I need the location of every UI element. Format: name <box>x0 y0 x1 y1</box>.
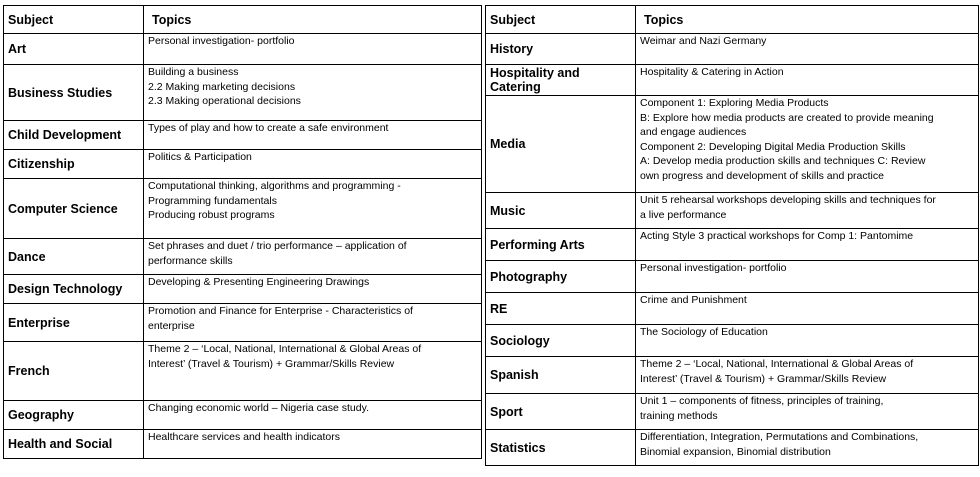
topics-cell <box>636 65 979 96</box>
topic-line: Personal investigation- portfolio <box>148 35 295 47</box>
topic-line: Promotion and Finance for Enterprise - Characteristics of <box>148 305 413 317</box>
table-row <box>486 96 979 193</box>
subject-header: Subject <box>486 6 636 34</box>
header-row <box>486 6 979 34</box>
topic-line: Acting Style 3 practical workshops for Comp 1: Pantomime <box>640 230 914 242</box>
topic-line: Developing & Presenting Engineering Drawings <box>148 276 370 288</box>
topics-cell <box>144 150 482 179</box>
topics-cell <box>636 229 979 261</box>
table-row <box>486 430 979 466</box>
header-row <box>4 6 482 34</box>
topic-line: Component 1: Exploring Media Products <box>640 97 829 109</box>
table-row <box>486 65 979 96</box>
subject-cell: Computer Science <box>4 179 144 239</box>
topics-cell <box>636 261 979 293</box>
subject-cell: Dance <box>4 239 144 275</box>
topics-cell <box>636 193 979 229</box>
topic-line: own progress and development of skills and practice <box>640 169 884 182</box>
topic-line: 2.2 Making marketing decisions <box>148 80 296 93</box>
right-subject-table <box>485 5 979 466</box>
left-table-body <box>4 6 482 459</box>
topic-line: A: Develop media production skills and techniques C: Review <box>640 155 926 167</box>
topic-line: Differentiation, Integration, Permutations and Combinations, <box>640 431 919 443</box>
topics-cell <box>144 179 482 239</box>
topics-cell <box>636 394 979 430</box>
subject-cell: Media <box>486 96 636 193</box>
topic-line: Interest’ (Travel & Tourism) + Grammar/Skills Review <box>640 372 887 385</box>
subject-cell: Performing Arts <box>486 229 636 261</box>
topic-line: Healthcare services and health indicators <box>148 431 341 443</box>
table-row <box>4 275 482 304</box>
topic-line: The Sociology of Education <box>640 326 768 338</box>
subject-cell: Sociology <box>486 325 636 357</box>
table-row <box>4 179 482 239</box>
topic-line: Binomial expansion, Binomial distribution <box>640 445 831 458</box>
table-row <box>486 325 979 357</box>
table-row <box>486 229 979 261</box>
topic-line: training methods <box>640 409 718 422</box>
topics-cell <box>144 401 482 430</box>
topics-cell <box>144 121 482 150</box>
topic-line: Changing economic world – Nigeria case study. <box>148 402 370 414</box>
right-table-body <box>486 6 979 466</box>
left-subject-table <box>3 5 482 459</box>
topic-line: Computational thinking, algorithms and programming - <box>148 180 401 192</box>
subject-cell: Hospitality and Catering <box>486 65 636 96</box>
topics-cell <box>144 275 482 304</box>
topics-cell <box>636 293 979 325</box>
subject-cell: Health and Social <box>4 430 144 459</box>
subject-cell: Music <box>486 193 636 229</box>
topics-cell <box>636 34 979 65</box>
table-row <box>4 430 482 459</box>
topic-line: 2.3 Making operational decisions <box>148 95 301 107</box>
subject-cell: French <box>4 342 144 401</box>
topic-line: Component 2: Developing Digital Media Production Skills <box>640 140 906 153</box>
topic-line: B: Explore how media products are created to provide meaning <box>640 111 934 124</box>
table-row <box>4 150 482 179</box>
topic-line: performance skills <box>148 254 233 267</box>
topic-line: Crime and Punishment <box>640 294 747 306</box>
topics-cell <box>144 65 482 121</box>
subject-cell: RE <box>486 293 636 325</box>
topics-cell <box>144 239 482 275</box>
topics-cell <box>144 34 482 65</box>
topics-header: Topics <box>144 6 482 34</box>
topic-line: Personal investigation- portfolio <box>640 262 787 274</box>
subject-cell: Child Development <box>4 121 144 150</box>
topics-cell <box>144 304 482 342</box>
table-row <box>486 34 979 65</box>
topic-line: Interest’ (Travel & Tourism) + Grammar/Skills Review <box>148 357 395 370</box>
topic-line: Unit 5 rehearsal workshops developing skills and techniques for <box>640 194 936 206</box>
topics-cell <box>636 357 979 394</box>
table-row <box>486 261 979 293</box>
topic-line: Politics & Participation <box>148 151 252 163</box>
topics-cell <box>636 325 979 357</box>
table-row <box>4 401 482 430</box>
subject-cell: Design Technology <box>4 275 144 304</box>
subject-cell: Enterprise <box>4 304 144 342</box>
table-row <box>4 34 482 65</box>
table-row <box>4 239 482 275</box>
topic-line: Types of play and how to create a safe environment <box>148 122 389 134</box>
table-row <box>486 293 979 325</box>
subject-cell: Photography <box>486 261 636 293</box>
topic-line: Theme 2 – ‘Local, National, International & Global Areas of <box>148 343 422 355</box>
topic-line: Weimar and Nazi Germany <box>640 35 767 47</box>
subject-cell: Sport <box>486 394 636 430</box>
topic-line: a live performance <box>640 208 727 221</box>
topic-line: enterprise <box>148 319 195 332</box>
table-row <box>4 304 482 342</box>
topic-line: Unit 1 – components of fitness, principles of training, <box>640 395 884 407</box>
subject-cell: Business Studies <box>4 65 144 121</box>
table-row <box>486 357 979 394</box>
topic-line: Theme 2 – ‘Local, National, International & Global Areas of <box>640 358 914 370</box>
topic-line: Programming fundamentals <box>148 194 277 207</box>
subject-cell: Statistics <box>486 430 636 466</box>
topic-line: Producing robust programs <box>148 209 275 221</box>
topic-line: Hospitality & Catering in Action <box>640 66 784 78</box>
table-row <box>486 394 979 430</box>
table-row <box>4 342 482 401</box>
subject-cell: Citizenship <box>4 150 144 179</box>
topics-cell <box>636 430 979 466</box>
table-row <box>4 65 482 121</box>
subject-cell: Geography <box>4 401 144 430</box>
subject-cell: Spanish <box>486 357 636 394</box>
table-row <box>4 121 482 150</box>
subject-header: Subject <box>4 6 144 34</box>
topics-header: Topics <box>636 6 979 34</box>
topics-cell <box>144 342 482 401</box>
subject-cell: Art <box>4 34 144 65</box>
topic-line: Building a business <box>148 66 239 78</box>
subject-cell: History <box>486 34 636 65</box>
topics-cell <box>636 96 979 193</box>
topics-cell <box>144 430 482 459</box>
topic-line: Set phrases and duet / trio performance – application of <box>148 240 407 252</box>
topic-line: and engage audiences <box>640 126 747 138</box>
table-row <box>486 193 979 229</box>
